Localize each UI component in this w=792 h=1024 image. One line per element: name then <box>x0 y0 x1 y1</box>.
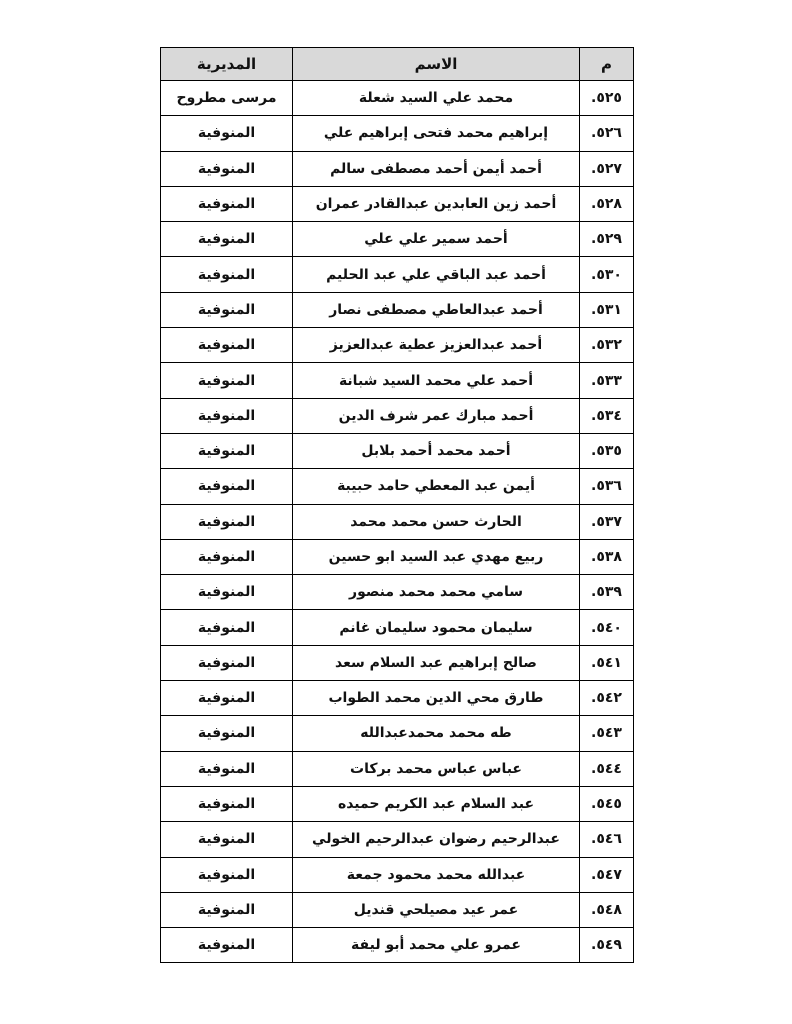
table-row <box>161 857 634 892</box>
row-number: ٥٤٩. <box>580 928 634 963</box>
table-row <box>161 645 634 680</box>
document-page <box>160 47 633 963</box>
table-row <box>161 116 634 151</box>
row-number: ٥٣٦. <box>580 469 634 504</box>
row-number: ٥٤١. <box>580 645 634 680</box>
row-directorate: المنوفية <box>161 645 293 680</box>
table-row <box>161 81 634 116</box>
table-row <box>161 433 634 468</box>
table-row <box>161 716 634 751</box>
table-row <box>161 504 634 539</box>
header-row <box>161 48 634 81</box>
row-number: ٥٣٢. <box>580 328 634 363</box>
row-directorate: المنوفية <box>161 116 293 151</box>
row-directorate: المنوفية <box>161 398 293 433</box>
row-number: ٥٢٥. <box>580 81 634 116</box>
table-row <box>161 398 634 433</box>
table-row <box>161 469 634 504</box>
table-row <box>161 751 634 786</box>
row-directorate: المنوفية <box>161 892 293 927</box>
row-number: ٥٣٤. <box>580 398 634 433</box>
row-number: ٥٤٠. <box>580 610 634 645</box>
table-row <box>161 928 634 963</box>
row-name: محمد علي السيد شعلة <box>293 81 580 116</box>
row-number: ٥٣٠. <box>580 257 634 292</box>
row-directorate: المنوفية <box>161 681 293 716</box>
row-name: عمر عيد مصيلحي قنديل <box>293 892 580 927</box>
table-row <box>161 539 634 574</box>
row-number: ٥٢٧. <box>580 151 634 186</box>
row-name: أحمد سمير علي علي <box>293 222 580 257</box>
row-directorate: المنوفية <box>161 786 293 821</box>
row-number: ٥٢٨. <box>580 186 634 221</box>
row-number: ٥٢٦. <box>580 116 634 151</box>
row-directorate: المنوفية <box>161 222 293 257</box>
row-name: سليمان محمود سليمان غانم <box>293 610 580 645</box>
row-number: ٥٤٢. <box>580 681 634 716</box>
row-directorate: المنوفية <box>161 928 293 963</box>
row-directorate: المنوفية <box>161 575 293 610</box>
row-number: ٥٣٩. <box>580 575 634 610</box>
row-name: أحمد أيمن أحمد مصطفى سالم <box>293 151 580 186</box>
row-name: سامي محمد محمد منصور <box>293 575 580 610</box>
row-number: ٥٤٤. <box>580 751 634 786</box>
table-row <box>161 222 634 257</box>
row-number: ٥٤٥. <box>580 786 634 821</box>
row-name: الحارث حسن محمد محمد <box>293 504 580 539</box>
row-name: عباس عباس محمد بركات <box>293 751 580 786</box>
row-directorate: المنوفية <box>161 822 293 857</box>
table-header <box>161 48 634 81</box>
row-directorate: مرسى مطروح <box>161 81 293 116</box>
row-directorate: المنوفية <box>161 257 293 292</box>
table-row <box>161 822 634 857</box>
row-number: ٥٣٨. <box>580 539 634 574</box>
row-directorate: المنوفية <box>161 716 293 751</box>
row-number: ٥٣٣. <box>580 363 634 398</box>
row-name: أحمد علي محمد السيد شبانة <box>293 363 580 398</box>
row-directorate: المنوفية <box>161 433 293 468</box>
row-number: ٥٤٨. <box>580 892 634 927</box>
row-directorate: المنوفية <box>161 186 293 221</box>
row-directorate: المنوفية <box>161 504 293 539</box>
row-directorate: المنوفية <box>161 151 293 186</box>
table-row <box>161 363 634 398</box>
row-directorate: المنوفية <box>161 469 293 504</box>
row-directorate: المنوفية <box>161 857 293 892</box>
row-name: أحمد عبدالعزيز عطية عبدالعزيز <box>293 328 580 363</box>
row-number: ٥٣٧. <box>580 504 634 539</box>
row-name: أحمد محمد أحمد بلابل <box>293 433 580 468</box>
table-row <box>161 292 634 327</box>
row-directorate: المنوفية <box>161 751 293 786</box>
row-name: أحمد عبدالعاطي مصطفى نصار <box>293 292 580 327</box>
row-name: طه محمد محمدعبدالله <box>293 716 580 751</box>
table-row <box>161 151 634 186</box>
row-name: أحمد عبد الباقي علي عبد الحليم <box>293 257 580 292</box>
header-name: الاسم <box>293 48 580 81</box>
row-number: ٥٤٣. <box>580 716 634 751</box>
row-name: عبد السلام عبد الكريم حميده <box>293 786 580 821</box>
row-directorate: المنوفية <box>161 539 293 574</box>
row-name: صالح إبراهيم عبد السلام سعد <box>293 645 580 680</box>
row-name: أيمن عبد المعطي حامد حبيبة <box>293 469 580 504</box>
row-directorate: المنوفية <box>161 363 293 398</box>
row-directorate: المنوفية <box>161 328 293 363</box>
row-name: طارق محي الدين محمد الطواب <box>293 681 580 716</box>
row-name: عمرو علي محمد أبو ليفة <box>293 928 580 963</box>
table-row <box>161 610 634 645</box>
row-directorate: المنوفية <box>161 292 293 327</box>
names-table <box>160 47 634 963</box>
table-row <box>161 892 634 927</box>
row-name: عبدالرحيم رضوان عبدالرحيم الخولي <box>293 822 580 857</box>
row-name: عبدالله محمد محمود جمعة <box>293 857 580 892</box>
table-row <box>161 575 634 610</box>
table-row <box>161 786 634 821</box>
row-name: أحمد مبارك عمر شرف الدين <box>293 398 580 433</box>
table-body <box>161 81 634 963</box>
row-number: ٥٤٧. <box>580 857 634 892</box>
table-row <box>161 328 634 363</box>
row-number: ٥٤٦. <box>580 822 634 857</box>
row-directorate: المنوفية <box>161 610 293 645</box>
row-number: ٥٣١. <box>580 292 634 327</box>
table-row <box>161 186 634 221</box>
table-row <box>161 257 634 292</box>
table-row <box>161 681 634 716</box>
row-number: ٥٢٩. <box>580 222 634 257</box>
header-directorate: المديرية <box>161 48 293 81</box>
row-name: إبراهيم محمد فتحى إبراهيم علي <box>293 116 580 151</box>
row-name: ربيع مهدي عبد السيد ابو حسين <box>293 539 580 574</box>
row-number: ٥٣٥. <box>580 433 634 468</box>
header-number: م <box>580 48 634 81</box>
row-name: أحمد زين العابدين عبدالقادر عمران <box>293 186 580 221</box>
